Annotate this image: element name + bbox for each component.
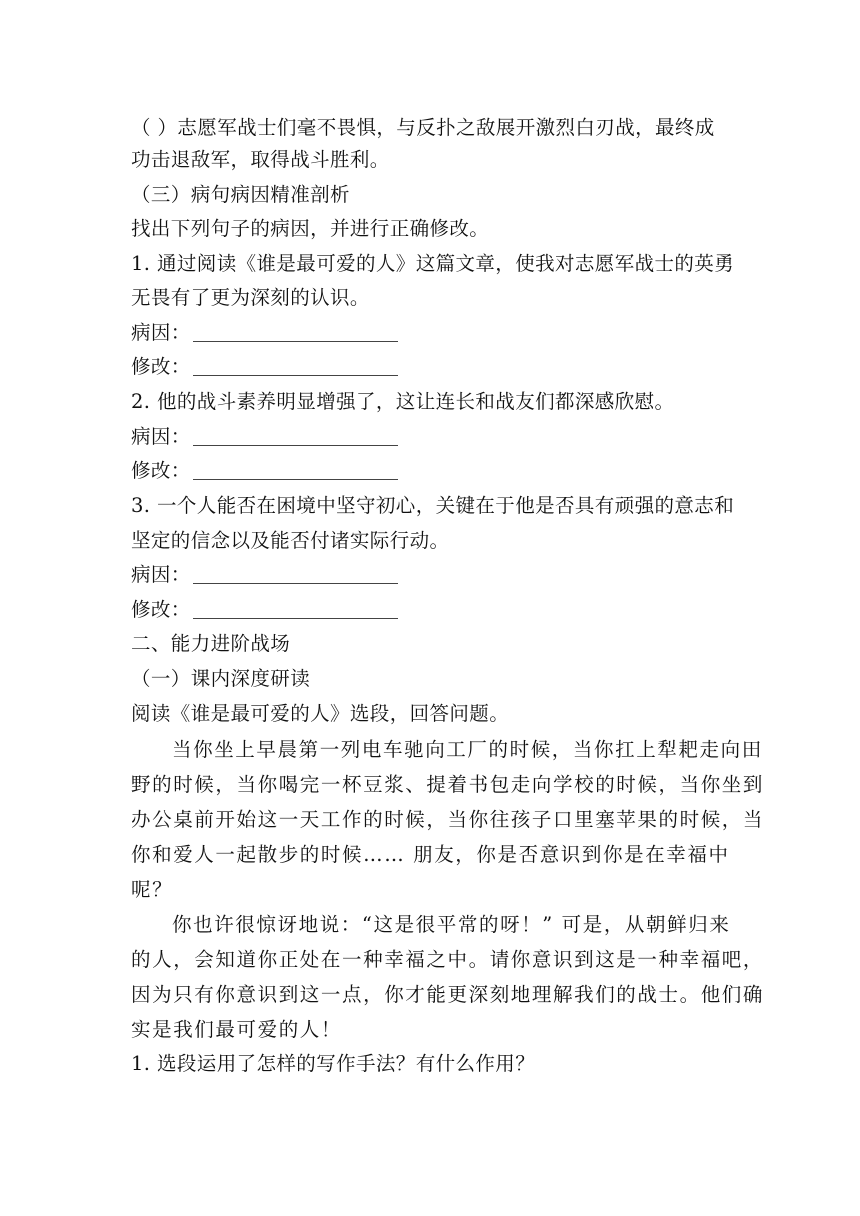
- answer-fix-line: 修改：: [131, 595, 398, 625]
- answer-cause-line: 病因：: [131, 422, 398, 452]
- sentence-3-line: 3. 一个人能否在困境中坚守初心，关键在于他是否具有顽强的意志和: [131, 494, 735, 517]
- sentence-3-line: 坚定的信念以及能否付诸实际行动。: [131, 529, 450, 552]
- question-text-line: 功击退敌军，取得战斗胜利。: [131, 148, 390, 171]
- passage-line: 的人，会知道你正处在一种幸福之中。请你意识到这是一种幸福吧，: [131, 948, 765, 971]
- passage-line: 办公桌前开始这一天工作的时候，当你往孩子口里塞苹果的时候，当: [131, 808, 765, 831]
- section-heading: （三）病句病因精准剖析: [131, 183, 350, 206]
- sentence-1-line: 无畏有了更为深刻的认识。: [131, 286, 370, 309]
- sentence-2-line: 2. 他的战斗素养明显增强了，这让连长和战友们都深感欣慰。: [131, 390, 675, 413]
- instruction-text: 找出下列句子的病因，并进行正确修改。: [131, 217, 490, 240]
- passage-line: 你也许很惊讶地说：“这是很平常的呀！” 可是，从朝鲜归来: [172, 913, 731, 936]
- part-heading: 二、能力进阶战场: [131, 632, 291, 655]
- answer-cause-line: 病因：: [131, 560, 398, 590]
- answer-blank[interactable]: [193, 353, 398, 376]
- sentence-1-line: 1. 通过阅读《谁是最可爱的人》这篇文章，使我对志愿军战士的英勇: [131, 252, 735, 275]
- answer-blank[interactable]: [193, 596, 398, 619]
- answer-blank[interactable]: [193, 423, 398, 446]
- passage-line: 实是我们最可爱的人！: [131, 1018, 343, 1041]
- answer-fix-line: 修改：: [131, 352, 398, 382]
- passage-line: 呢？: [131, 878, 174, 901]
- passage-line: 野的时候，当你喝完一杯豆浆、提着书包走向学校的时候，当你坐到: [131, 773, 765, 796]
- instruction-text: 阅读《谁是最可爱的人》选段，回答问题。: [131, 702, 510, 725]
- answer-blank[interactable]: [193, 457, 398, 480]
- answer-fix-line: 修改：: [131, 456, 398, 486]
- question-text-line: 1. 选段运用了怎样的写作手法？有什么作用？: [131, 1052, 536, 1075]
- question-blank-line: （ ）志愿军战士们毫不畏惧，与反扑之敌展开激烈白刃战，最终成: [131, 116, 715, 139]
- passage-line: 当你坐上早晨第一列电车驰向工厂的时候，当你扛上犁耙走向田: [172, 738, 763, 761]
- passage-line: 因为只有你意识到这一点，你才能更深刻地理解我们的战士。他们确: [131, 983, 765, 1006]
- answer-blank[interactable]: [193, 319, 398, 342]
- answer-cause-line: 病因：: [131, 318, 398, 348]
- answer-blank[interactable]: [193, 561, 398, 584]
- section-heading: （一）课内深度研读: [131, 667, 311, 690]
- passage-line: 你和爱人一起散步的时候…… 朋友，你是否意识到你是在幸福中: [131, 843, 730, 866]
